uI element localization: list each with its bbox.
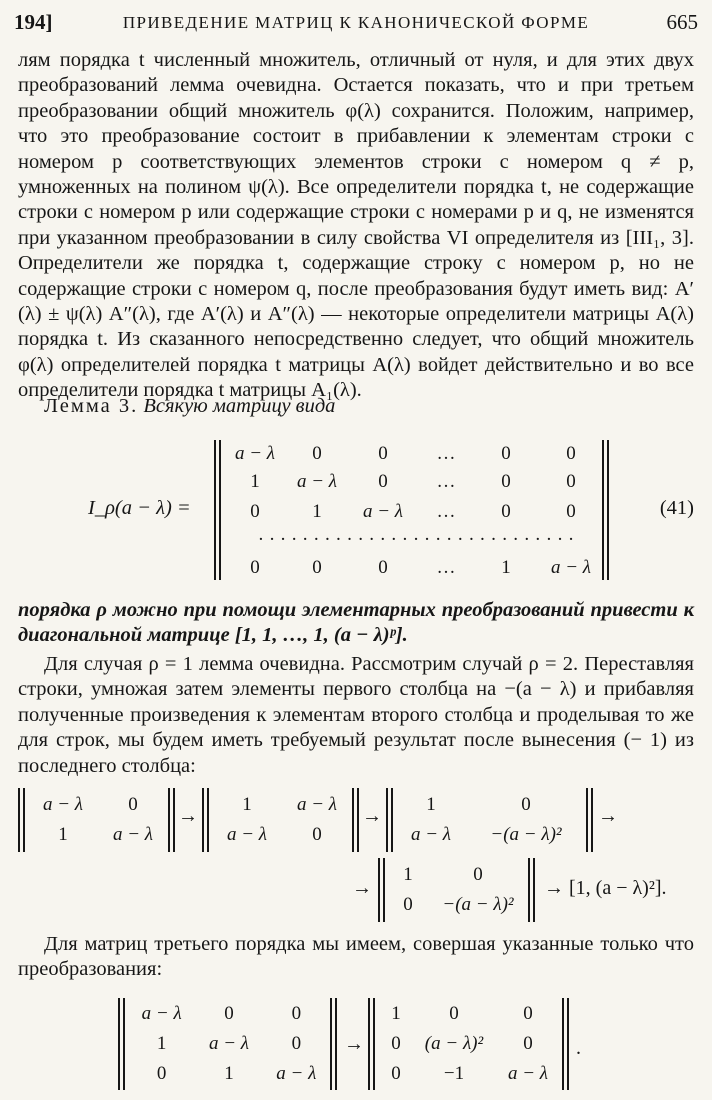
matrix-cell: −1	[443, 1063, 465, 1085]
matrix-cell: −(a − λ)²	[442, 894, 514, 916]
matrix-norm-bar-right	[607, 440, 609, 580]
matrix-cell: a − λ	[226, 824, 268, 846]
matrix-3x3-initial	[118, 998, 340, 1090]
lemma-statement: порядка ρ можно при помощи элементарных преобразований привести к диагональной матрице [1, 1, …, 1, (a − λ)ᵖ].	[18, 599, 694, 647]
matrix-cell: 0	[501, 471, 511, 493]
matrix-cell: 0	[224, 1003, 234, 1025]
matrix-2x2-step3	[386, 788, 596, 852]
matrix-cell: 0	[391, 1033, 401, 1055]
matrix-cell: 0	[473, 864, 483, 886]
matrix-dots: · · · · · · · · · · · · · · · · · · · · · · · · · · · · ·	[257, 529, 575, 550]
arrow-3: →	[598, 805, 618, 827]
matrix-cell: 0	[449, 1003, 459, 1025]
matrix-cell: 1	[501, 556, 511, 578]
matrix-cell: …	[436, 471, 456, 493]
matrix-cell: …	[436, 442, 456, 464]
matrix-cell: 1	[312, 501, 322, 523]
end-period: .	[576, 1037, 581, 1059]
equation-41	[88, 438, 698, 582]
page-number: 665	[666, 10, 698, 34]
lemma-3-heading	[44, 394, 335, 419]
matrix-cell: 1	[391, 1003, 401, 1025]
paragraph-1	[18, 48, 694, 404]
matrix-cell: 0	[378, 471, 388, 493]
arrow-4: →	[352, 877, 372, 899]
lemma-label: Лемма 3.	[44, 395, 139, 417]
matrix-cell: 0	[156, 1063, 167, 1085]
matrix-norm-bar-right	[602, 440, 604, 580]
matrix-cell: 0	[403, 894, 413, 916]
matrix-cell: 0	[378, 442, 388, 464]
paragraph-4	[18, 932, 694, 983]
matrix-cell: a − λ	[141, 1003, 182, 1025]
matrix-cell: 1	[58, 824, 68, 846]
matrix-cell: 0	[250, 556, 260, 578]
arrow-1: →	[178, 805, 198, 827]
matrix-cell: a − λ	[296, 471, 338, 493]
matrix-cell: 0	[523, 1033, 533, 1055]
matrix-cell: 0	[291, 1003, 302, 1025]
matrix-2x2-swapped	[202, 788, 362, 852]
arrow-5: →	[344, 1033, 364, 1055]
matrix-cell: 0	[566, 471, 576, 493]
paragraph-3	[18, 652, 694, 779]
matrix-row	[226, 467, 606, 497]
matrix-cell: …	[436, 501, 456, 523]
matrix-row	[226, 497, 606, 527]
matrix-cell: a − λ	[507, 1063, 549, 1085]
matrix-cell: a − λ	[296, 794, 338, 816]
matrix-cell: 0	[128, 794, 138, 816]
matrix-norm-bar-left	[219, 440, 221, 580]
jordan-matrix	[226, 440, 606, 582]
matrix-cell: 1	[403, 864, 413, 886]
matrix-cell: 0	[312, 442, 322, 464]
equation-41-lhs: I_ρ(a − λ) =	[88, 497, 191, 519]
matrix-cell: 1	[250, 471, 260, 493]
matrix-cell: 0	[521, 794, 531, 816]
matrix-cell: 0	[312, 556, 322, 578]
matrix-cell: (a − λ)²	[424, 1033, 484, 1055]
matrix-cell: 1	[426, 794, 436, 816]
paragraph-3-text: Для случая ρ = 1 лемма очевидна. Рассмотрим случай ρ = 2. Переставляя строки, умножая затем элементы первого столбца на −(a − λ) и прибавляя полученные произведения к элементам второго столбца и проделывая то же для строк, мы будем иметь требуемый результат после вынесения (− 1) из последнего столбца:	[18, 653, 694, 777]
running-title: ПРИВЕДЕНИЕ МАТРИЦ К КАНОНИЧЕСКОЙ ФОРМЕ	[122, 13, 590, 32]
matrix-cell: −(a − λ)²	[490, 824, 562, 846]
matrix-cell: 0	[250, 501, 260, 523]
matrix-2x2-diagonal	[378, 858, 538, 922]
paragraph-2	[18, 598, 694, 649]
result-diagonal: → [1, (a − λ)²].	[544, 877, 667, 899]
paragraph-1-text: лям порядка t численный множитель, отличный от нуля, и для этих двух преобразований лемма очевидна. Остается показать, что и при третьем преобразовании общий множитель φ(λ) сохранится. Положим, например, что это преобразование состоит в прибавлении к элементам строки с номером p соответствующих элементов строки с номером q ≠ p, умноженных на полином ψ(λ). Все определители порядка t, не содержащие строки с номером p или содержащие строки с номерами p и q, не изменятся при указанном преобразовании в силу свойства VI определителя из [III₁, 3]. Определители же порядка t, содержащие строку с номером p, но не содержащие строки с номером q, после преобразования будут иметь вид: A′(λ) ± ψ(λ) A″(λ), где A′(λ) и A″(λ) — некоторые определители матрицы A(λ) порядка t. Из сказанного непосредственно следует, что общий множитель φ(λ) определителей порядка t матрицы A(λ) войдет действительно и во все определители порядка t матрицы A₁(λ).	[18, 49, 694, 402]
paragraph-4-text: Для матриц третьего порядка мы имеем, совершая указанные только что преобразования:	[18, 933, 694, 981]
lemma-intro: Всякую матрицу вида	[143, 395, 336, 417]
matrix-cell: 1	[224, 1063, 234, 1085]
matrix-cell: a − λ	[112, 824, 154, 846]
matrix-cell: 0	[391, 1063, 401, 1085]
matrix-dots-row	[226, 527, 606, 552]
matrix-row	[226, 552, 606, 582]
matrix-norm-bar-left	[214, 440, 216, 580]
matrix-cell: a − λ	[234, 442, 276, 464]
matrix-cell: 1	[156, 1033, 167, 1055]
matrix-cell: a − λ	[42, 794, 84, 816]
matrix-cell: 1	[242, 794, 252, 816]
matrix-cell: 0	[291, 1033, 302, 1055]
matrix-cell: 0	[523, 1003, 533, 1025]
matrix-cell: a − λ	[410, 824, 452, 846]
matrix-cell: 0	[501, 442, 511, 464]
matrix-cell: 0	[378, 556, 388, 578]
matrix-cell: 0	[566, 501, 576, 523]
matrix-cell: 0	[312, 824, 322, 846]
matrix-cell: a − λ	[208, 1033, 250, 1055]
matrix-cell: 0	[566, 442, 576, 464]
matrix-cell: 0	[501, 501, 511, 523]
running-header	[14, 4, 698, 38]
matrix-row	[226, 440, 606, 467]
matrix-cell: a − λ	[276, 1063, 317, 1085]
matrix-3x3-step	[368, 998, 572, 1090]
matrix-cell: a − λ	[362, 501, 404, 523]
matrix-cell: a − λ	[550, 556, 592, 578]
arrow-2: →	[362, 805, 382, 827]
equation-number: (41)	[659, 497, 694, 519]
matrix-cell: …	[436, 556, 456, 578]
section-number: 194]	[14, 10, 53, 34]
matrix-2x2-initial	[18, 788, 178, 852]
